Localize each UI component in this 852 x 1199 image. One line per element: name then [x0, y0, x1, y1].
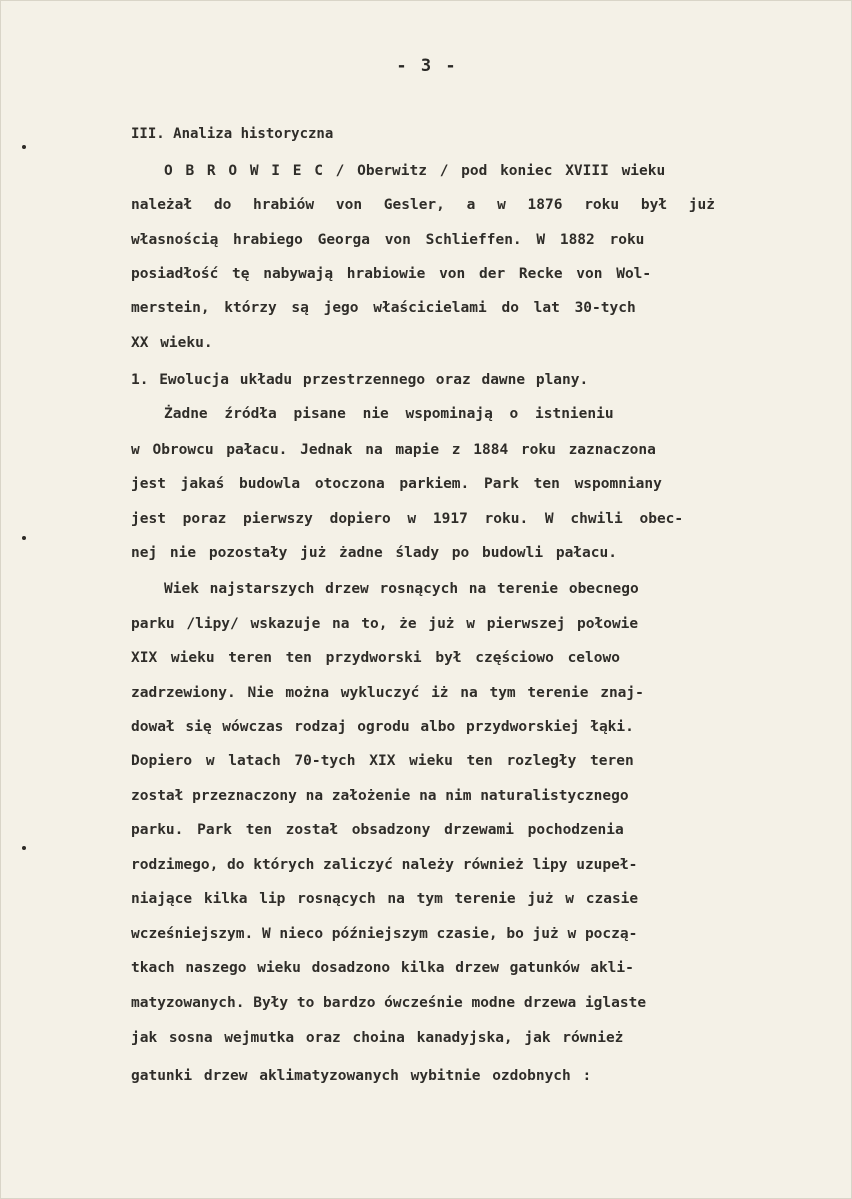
- text-line: O B R O W I E C / Oberwitz / pod koniec XVIII wieku: [164, 163, 666, 179]
- text-line: Wiek najstarszych drzew rosnących na terenie obecnego: [164, 581, 639, 597]
- text-line: parku. Park ten został obsadzony drzewami pochodzenia: [131, 822, 624, 838]
- text-line: dował się wówczas rodzaj ogrodu albo przydworskiej łąki.: [131, 719, 634, 735]
- text-line: niające kilka lip rosnących na tym terenie już w czasie: [131, 891, 639, 907]
- section-heading: III. Analiza historyczna: [131, 126, 334, 142]
- text-line: wcześniejszym. W nieco późniejszym czasie, bo już w począ-: [131, 926, 638, 942]
- punch-hole-mark: [22, 145, 26, 149]
- text-line: jest poraz pierwszy dopiero w 1917 roku. W chwili obec-: [131, 511, 684, 527]
- punch-hole-mark: [22, 536, 26, 540]
- text-line: gatunki drzew aklimatyzowanych wybitnie ozdobnych :: [131, 1068, 592, 1084]
- text-line: został przeznaczony na założenie na nim naturalistycznego: [131, 788, 629, 804]
- text-line: posiadłość tę nabywają hrabiowie von der Recke von Wol-: [131, 266, 652, 282]
- text-line: zadrzewiony. Nie można wykluczyć iż na tym terenie znaj-: [131, 685, 644, 701]
- text-line: parku /lipy/ wskazuje na to, że już w pierwszej połowie: [131, 616, 639, 632]
- text-line: w Obrowcu pałacu. Jednak na mapie z 1884 roku zaznaczona: [131, 442, 656, 458]
- text-line: jak sosna wejmutka oraz choina kanadyjska, jak również: [131, 1030, 624, 1046]
- text-line: nej nie pozostały już żadne ślady po budowli pałacu.: [131, 545, 617, 561]
- text-line: należał do hrabiów von Gesler, a w 1876 roku był już: [131, 197, 715, 213]
- text-line: Dopiero w latach 70-tych XIX wieku ten rozległy teren: [131, 753, 634, 769]
- subsection-heading: 1. Ewolucja układu przestrzennego oraz dawne plany.: [131, 372, 589, 388]
- text-line: merstein, którzy są jego właścicielami do lat 30-tych: [131, 300, 636, 316]
- page-number: - 3 -: [396, 56, 458, 76]
- text-line: XX wieku.: [131, 335, 213, 351]
- text-line: Żadne źródła pisane nie wspominają o istnieniu: [164, 406, 614, 422]
- text-line: własnością hrabiego Georga von Schlieffen. W 1882 roku: [131, 232, 645, 248]
- text-line: XIX wieku teren ten przydworski był częściowo celowo: [131, 650, 620, 666]
- text-line: rodzimego, do których zaliczyć należy również lipy uzupeł-: [131, 857, 638, 873]
- text-line: jest jakaś budowla otoczona parkiem. Park ten wspomniany: [131, 476, 662, 492]
- punch-hole-mark: [22, 846, 26, 850]
- text-line: matyzowanych. Były to bardzo ówcześnie modne drzewa iglaste: [131, 995, 647, 1011]
- text-line: tkach naszego wieku dosadzono kilka drzew gatunków akli-: [131, 960, 634, 976]
